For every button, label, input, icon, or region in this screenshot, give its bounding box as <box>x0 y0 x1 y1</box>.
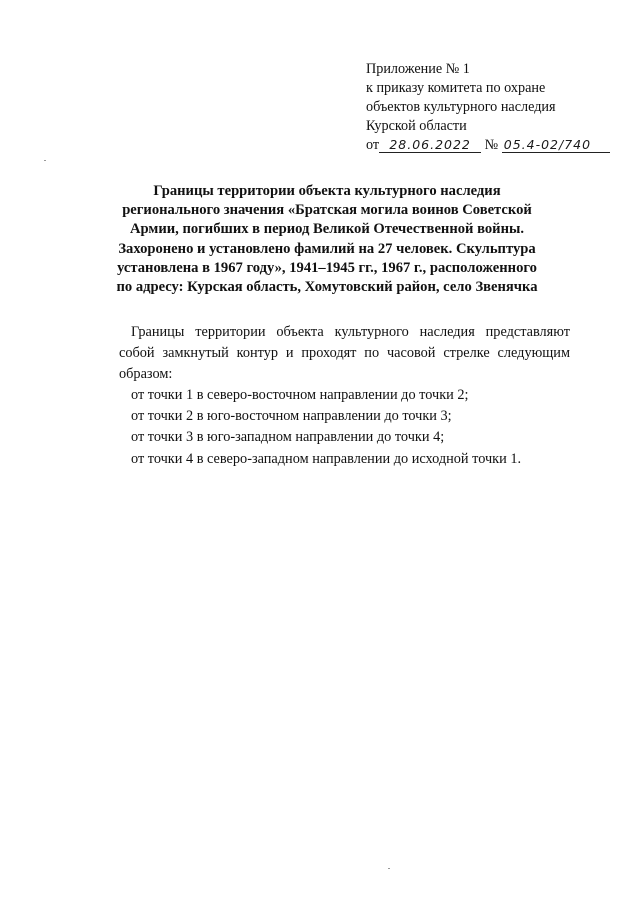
ot-label: от <box>366 137 380 153</box>
boundary-step: от точки 3 в юго-западном направлении до точки 4; <box>131 429 445 446</box>
document-title <box>96 182 558 297</box>
boundary-step: от точки 2 в юго-восточном направлении до точки 3; <box>131 408 452 425</box>
intro-line: Границы территории объекта культурного наследия представляют <box>131 324 570 340</box>
handwritten-date: 28.06.2022 <box>379 137 481 153</box>
title-line: Границы территории объекта культурного наследия <box>153 183 501 199</box>
number-label: № <box>484 137 499 153</box>
scan-speck <box>388 868 390 869</box>
appendix-committee: объектов культурного наследия <box>366 99 556 115</box>
appendix-order-ref: к приказу комитета по охране <box>366 80 546 96</box>
intro-line: образом: <box>119 366 173 382</box>
appendix-region: Курской области <box>366 118 467 134</box>
intro-paragraph <box>119 322 570 385</box>
intro-line: собой замкнутый контур и проходят по часовой стрелке следующим <box>119 345 570 361</box>
title-line: Захоронено и установлено фамилий на 27 человек. Скульптура <box>118 240 536 257</box>
handwritten-number: 05.4-02/740 <box>502 137 610 153</box>
boundary-step: от точки 1 в северо-восточном направлении до точки 2; <box>131 387 469 403</box>
boundary-steps-list <box>131 385 521 470</box>
title-line: по адресу: Курская область, Хомутовский район, село Звенячка <box>116 279 538 296</box>
scan-speck <box>44 160 46 161</box>
boundary-step: от точки 4 в северо-западном направлении до исходной точки 1. <box>131 450 522 467</box>
title-line: установлена в 1967 году», 1941–1945 гг., 1967 г., расположенного <box>117 259 537 276</box>
title-line: регионального значения «Братская могила воинов Советской <box>122 202 532 219</box>
title-line: Армии, погибших в период Великой Отечественной войны. <box>129 221 525 238</box>
appendix-date-number-line <box>366 136 628 155</box>
appendix-number: Приложение № 1 <box>366 61 470 77</box>
appendix-header <box>366 60 628 155</box>
